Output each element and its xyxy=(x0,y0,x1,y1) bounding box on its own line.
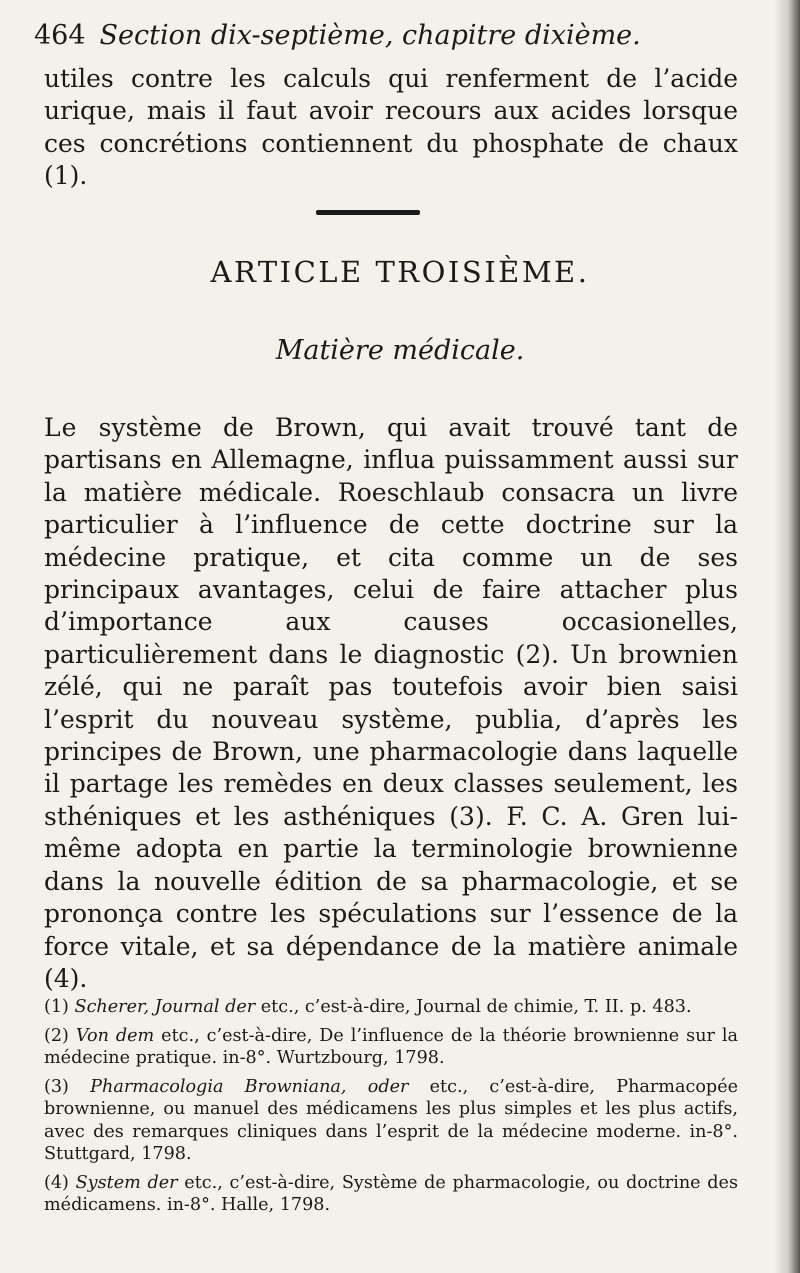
footnote-marker: (1) xyxy=(44,997,69,1017)
footnote-marker: (4) xyxy=(44,1172,69,1193)
continued-paragraph: utiles contre les calculs qui renferment de l’acide urique, mais il faut avoir recours aux acides lorsque ces concrétions contiennent du phosphate de chaux (1). xyxy=(44,64,738,191)
main-paragraph-text: système de Brown, qui avait trouvé tant de partisans en Allemagne, influa puissamment aussi sur la matière médicale. Roeschlaub consacra un livre particulier à l’influence de cette doctrine sur la médecine pratique, et cita comme un de ses principaux avantages, celui de faire attacher plus d’importance aux causes occasionelles, particulièrement dans le diagnostic (2). Un brownien zélé, qui ne paraît pas toutefois avoir bien saisi l’esprit du nouveau système, publia, d’après les principes de Brown, une pharmacologie dans laquelle il partage les remèdes en deux classes seulement, les sthéniques et les asthéniques (3). F. C. A. Gren lui-même adopta en partie la terminologie brownienne dans la nouvelle édition de sa pharmacologie, et se prononça contre les spéculations sur l’essence de la force vitale, et sa dépendance de la matière animale (4). xyxy=(44,413,738,993)
footnote-source: Scherer, Journal der xyxy=(74,997,256,1017)
running-title: Section dix-septième, chapitre dixième. xyxy=(99,20,641,51)
footnote xyxy=(44,1172,738,1217)
footnote-text: etc., c’est-à-dire, Journal de chimie, T. II. p. 483. xyxy=(255,997,692,1017)
page-number: 464 xyxy=(34,20,86,51)
footnote-text: etc., c’est-à-dire, Système de pharmacologie, ou doctrine des médicamens. in-8°. Halle, 1798. xyxy=(44,1172,738,1215)
footnote-text: etc., c’est-à-dire, De l’influence de la théorie brownienne sur la médecine pratique. in-8°. Wurtzbourg, 1798. xyxy=(44,1025,739,1068)
footnote-marker: (2) xyxy=(44,1025,69,1046)
running-header xyxy=(34,18,754,54)
opening-word: Le xyxy=(44,413,78,442)
footnote xyxy=(44,996,738,1019)
section-subheading: Matière médicale. xyxy=(275,335,525,366)
footnote-source: Pharmacologia Browniana, oder xyxy=(90,1076,409,1097)
page-edge-shadow xyxy=(774,0,800,1273)
footnotes xyxy=(44,996,738,1217)
footnote xyxy=(44,1025,738,1070)
footnote-source: System der xyxy=(75,1172,178,1193)
article-heading: ARTICLE TROISIÈME. xyxy=(210,255,590,289)
section-divider-rule xyxy=(316,210,420,215)
footnote-marker: (3) xyxy=(44,1076,69,1097)
footnote-text: etc., c’est-à-dire, Pharmacopée brownienne, ou manuel des médicamens les plus simples et les plus actifs, avec des remarques cliniques dans l’esprit de la médecine moderne. in-8°. Stuttgard, 1798. xyxy=(44,1076,739,1164)
main-paragraph xyxy=(44,412,738,995)
footnote xyxy=(44,1076,738,1166)
footnote-source: Von dem xyxy=(75,1025,155,1046)
